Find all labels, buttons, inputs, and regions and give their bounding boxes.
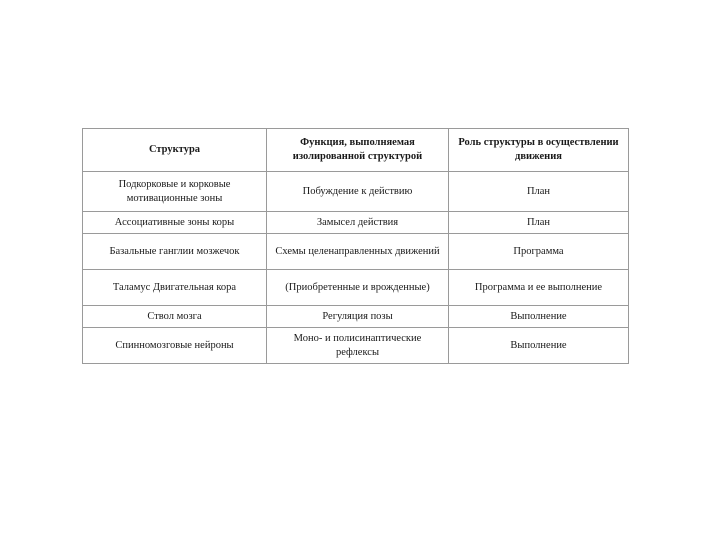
cell-function: Замысел действия [267,212,449,234]
cell-role: Программа [449,234,629,270]
cell-role: Программа и ее выполнение [449,270,629,306]
brain-structures-table [82,128,629,364]
table-row [83,270,629,306]
cell-function: Схемы целенаправленных движений [267,234,449,270]
cell-structure: Ассоциативные зоны коры [83,212,267,234]
cell-structure: Подкорковые и корковые мотивационные зоны [83,172,267,212]
cell-structure: Ствол мозга [83,306,267,328]
cell-function: Регуляция позы [267,306,449,328]
table-row [83,212,629,234]
cell-function: Побуждение к действию [267,172,449,212]
header-row [83,129,629,172]
cell-function: (Приобретенные и врожденные) [267,270,449,306]
cell-structure: Базальные ганглии мозжечок [83,234,267,270]
cell-role: План [449,172,629,212]
header-function: Функция, выполняемая изолированной структурой [267,129,449,172]
table-row [83,234,629,270]
cell-role: План [449,212,629,234]
table-row [83,172,629,212]
table-row [83,328,629,364]
cell-role: Выполнение [449,328,629,364]
header-role: Роль структуры в осуществлении движения [449,129,629,172]
header-structure: Структура [83,129,267,172]
cell-structure: Таламус Двигательная кора [83,270,267,306]
table-row [83,306,629,328]
cell-role: Выполнение [449,306,629,328]
cell-structure: Спинномозговые нейроны [83,328,267,364]
cell-function: Моно- и полисинаптические рефлексы [267,328,449,364]
